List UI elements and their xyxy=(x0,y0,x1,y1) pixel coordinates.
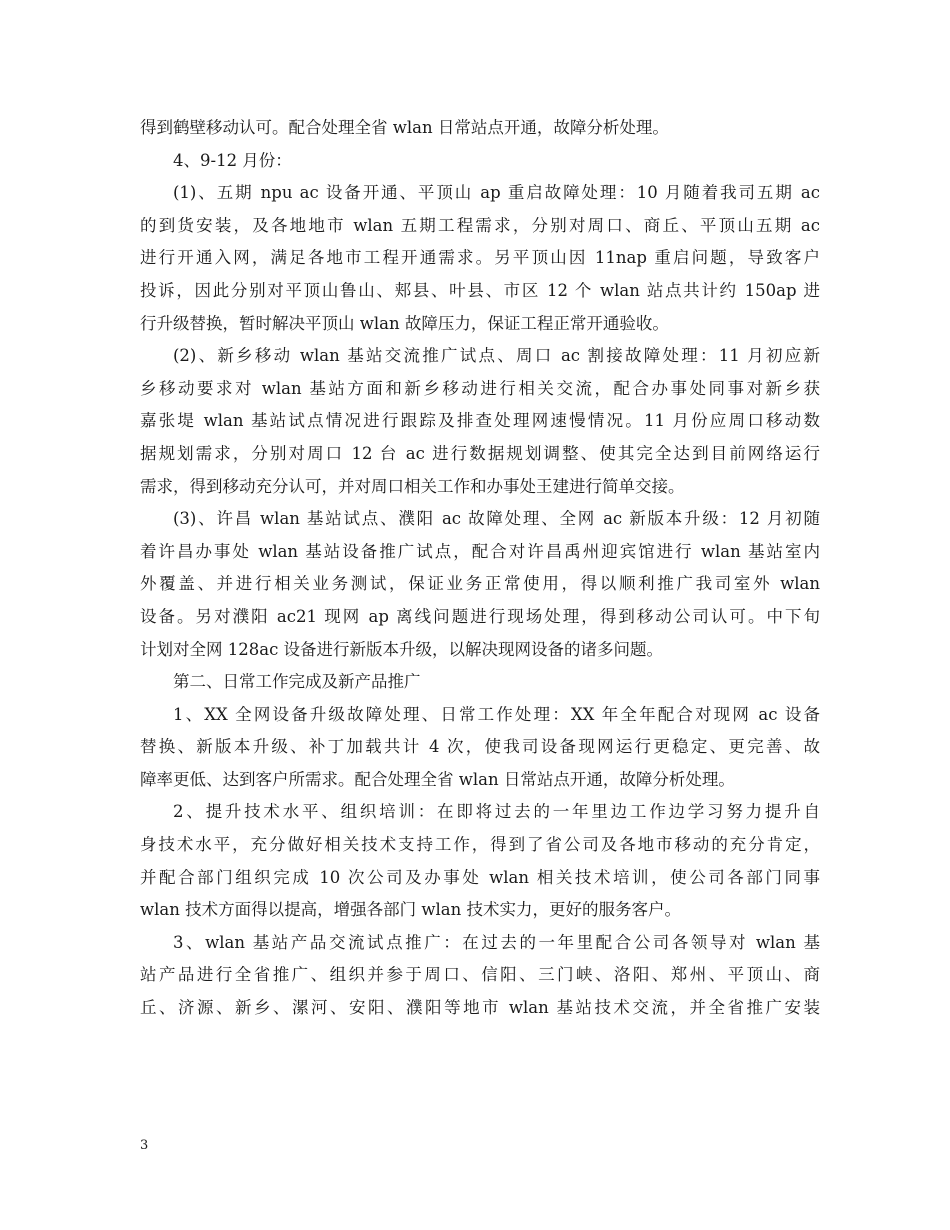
text-line: 着许昌办事处 wlan 基站设备推广试点，配合对许昌禹州迎宾馆进行 wlan 基站室内 xyxy=(140,541,820,561)
text-line: 2、提升技术水平、组织培训：在即将过去的一年里边工作边学习努力提升自 xyxy=(173,802,820,822)
text-line: 投诉，因此分别对平顶山鲁山、郏县、叶县、市区 12 个 wlan 站点共计约 150ap 进 xyxy=(140,280,820,300)
text-line: 3、wlan 基站产品交流试点推广：在过去的一年里配合公司各领导对 wlan 基 xyxy=(173,932,820,952)
text-line: 1、XX 全网设备升级故障处理、日常工作处理：XX 年全年配合对现网 ac 设备 xyxy=(173,704,820,724)
section-heading: 第二、日常工作完成及新产品推广 xyxy=(173,672,421,692)
text-line: 替换、新版本升级、补丁加载共计 4 次，使我司设备现网运行更稳定、更完善、故 xyxy=(140,737,820,757)
text-line: 4、9-12 月份： xyxy=(173,150,292,170)
text-line: 计划对全网 128ac 设备进行新版本升级，以解决现网设备的诸多问题。 xyxy=(140,639,664,659)
text-line: 身技术水平，充分做好相关技术支持工作，得到了省公司及各地市移动的充分肯定， xyxy=(140,835,820,855)
text-line: 站产品进行全省推广、组织并参于周口、信阳、三门峡、洛阳、郑州、平顶山、商 xyxy=(140,965,820,985)
page-number: 3 xyxy=(140,1138,149,1153)
text-line: 嘉张堤 wlan 基站试点情况进行跟踪及排查处理网速慢情况。11 月份应周口移动数 xyxy=(140,411,820,431)
text-line: 进行开通入网，满足各地市工程开通需求。另平顶山因 11nap 重启问题，导致客户 xyxy=(140,248,820,268)
text-line: (3)、许昌 wlan 基站试点、濮阳 ac 故障处理、全网 ac 新版本升级：12 月初随 xyxy=(173,509,820,529)
text-line: (1)、五期 npu ac 设备开通、平顶山 ap 重启故障处理：10 月随着我司五期 ac xyxy=(173,183,820,203)
text-line: 得到鹤壁移动认可。配合处理全省 wlan 日常站点开通，故障分析处理。 xyxy=(140,118,669,137)
text-line: 外覆盖、并进行相关业务测试，保证业务正常使用，得以顺利推广我司室外 wlan xyxy=(140,574,820,594)
text-line: 并配合部门组织完成 10 次公司及办事处 wlan 相关技术培训，使公司各部门同事 xyxy=(140,867,820,887)
document-body xyxy=(140,112,820,1025)
text-line: 的到货安装，及各地地市 wlan 五期工程需求，分别对周口、商丘、平顶山五期 ac xyxy=(140,215,820,235)
text-line: (2)、新乡移动 wlan 基站交流推广试点、周口 ac 割接故障处理：11 月初应新 xyxy=(173,346,820,366)
text-line: wlan 技术方面得以提高，增强各部门 wlan 技术实力，更好的服务客户。 xyxy=(140,900,681,920)
text-line: 设备。另对濮阳 ac21 现网 ap 离线问题进行现场处理，得到移动公司认可。中下旬 xyxy=(140,606,820,626)
text-line: 乡移动要求对 wlan 基站方面和新乡移动进行相关交流，配合办事处同事对新乡获 xyxy=(140,378,820,398)
text-line: 需求，得到移动充分认可，并对周口相关工作和办事处王建进行简单交接。 xyxy=(140,476,685,496)
text-line: 丘、济源、新乡、漯河、安阳、濮阳等地市 wlan 基站技术交流，并全省推广安装 xyxy=(140,998,820,1018)
text-line: 行升级替换，暂时解决平顶山 wlan 故障压力，保证工程正常开通验收。 xyxy=(140,313,669,333)
text-line: 据规划需求，分别对周口 12 台 ac 进行数据规划调整、使其完全达到目前网络运行 xyxy=(140,443,820,463)
text-line: 障率更低、达到客户所需求。配合处理全省 wlan 日常站点开通，故障分析处理。 xyxy=(140,769,735,789)
